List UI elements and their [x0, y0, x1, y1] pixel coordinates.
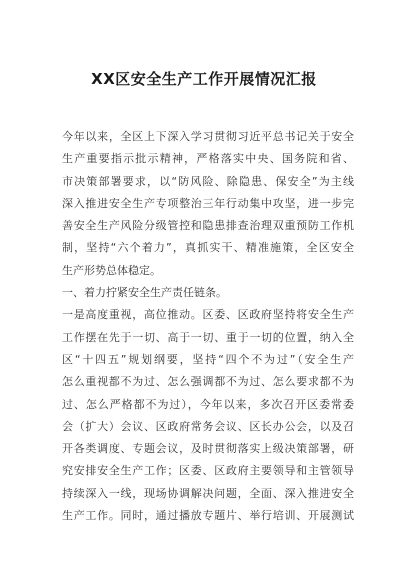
paragraph-line: 持续深入一线，现场协调解决问题，全面、深入推进安全 — [62, 486, 354, 500]
paragraph-line: 生产工作。同时，通过播放专题片、举行培训、开展测试 — [62, 509, 354, 523]
paragraph-line: 一是高度重视，高位推动。区委、区政府坚持将安全生产 — [62, 308, 354, 322]
paragraph-line: 过、怎么严格都不为过），今年以来，多次召开区委常委 — [62, 397, 354, 411]
paragraph-line: 一、着力拧紧安全生产责任链条。 — [62, 286, 227, 300]
paragraph-line: 深入推进安全生产专项整治三年行动集中攻坚，进一步完 — [62, 196, 354, 210]
paragraph-line: 会（扩大）会议、区政府常务会议、区长办公会，以及召 — [62, 419, 354, 433]
document-body — [62, 126, 354, 527]
paragraph-line: 怎么重视都不为过、怎么强调都不为过、怎么要求都不为 — [62, 375, 354, 389]
document-title: XX区安全生产工作开展情况汇报 — [91, 70, 317, 88]
paragraph-line: 生产形势总体稳定。 — [62, 263, 161, 277]
paragraph-line: 今年以来，全区上下深入学习贯彻习近平总书记关于安全 — [62, 130, 354, 143]
paragraph-line: 制，坚持“六个着力”，真抓实干、精准施策，全区安全 — [62, 241, 354, 255]
paragraph-line: 区“十四五”规划纲要，坚持“四个不为过”（安全生产 — [62, 352, 354, 366]
paragraph-line: 工作摆在先于一切、高于一切、重于一切的位置，纳入全 — [62, 330, 354, 344]
paragraph-line: 究安排安全生产工作；区委、区政府主要领导和主管领导 — [62, 464, 354, 478]
paragraph-line: 市决策部署要求，以“防风险、除隐患、保安全”为主线 — [62, 174, 354, 188]
paragraph-line: 开各类调度、专题会议，及时贯彻落实上级决策部署，研 — [62, 442, 354, 456]
paragraph-line: 生产重要指示批示精神，严格落实中央、国务院和省、 — [62, 152, 354, 166]
paragraph-line: 善安全生产风险分级管控和隐患排查治理双重预防工作机 — [62, 219, 354, 233]
